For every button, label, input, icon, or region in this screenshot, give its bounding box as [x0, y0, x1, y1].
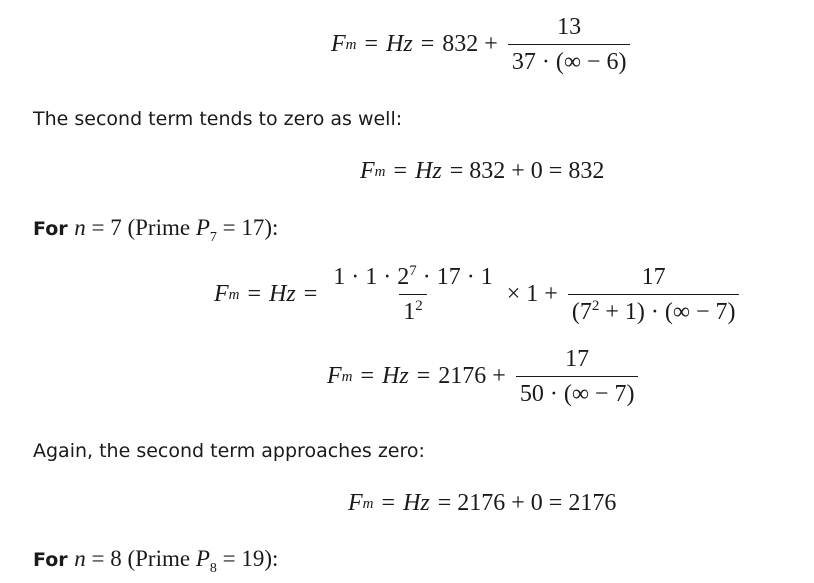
symbol-hz: Hz [382, 363, 409, 389]
symbol-f: F [327, 363, 342, 389]
equation-fm-n6-expanded: F m = Hz = 832 + $\frac{13}{37 \cdot (\infty - 6)}$ [331, 14, 634, 75]
equals-sign: = [393, 158, 408, 184]
symbol-n: n [74, 546, 86, 571]
heading-prefix: For [33, 549, 75, 571]
symbol-hz: Hz [415, 158, 442, 184]
symbol-f: F [214, 281, 229, 307]
times-one-plus: × 1 + [506, 281, 558, 307]
fraction-denominator: $1^2$ [399, 294, 427, 325]
fraction [516, 346, 639, 407]
equation-fm-n7-expanded: F m = Hz = 2176 + $\frac{17}{50 \cdot (\infty - 7)}$ [327, 346, 642, 407]
fraction-numerator: $1 \cdot 1 \cdot 2^7 \cdot 17 \cdot 1$ [333, 263, 493, 290]
fraction-denominator: 50 · (∞ − 7) [516, 376, 639, 407]
symbol-p: P [195, 215, 210, 240]
subscript-index: 7 [209, 230, 217, 245]
heading-mid: = 7 (Prime [85, 215, 196, 240]
fraction-remainder [568, 264, 740, 325]
plus-sign: + [492, 363, 506, 389]
symbol-n: n [74, 215, 86, 240]
fraction-numerator: 17 [641, 264, 666, 290]
equals-sign: = [303, 281, 318, 307]
symbol-p: P [195, 546, 210, 571]
explanation-text: The second term tends to zero as well: [33, 108, 403, 130]
section-heading-n8 [33, 546, 279, 576]
fraction-product [329, 264, 496, 325]
symbol-f: F [348, 490, 363, 516]
equals-sign: = [364, 31, 379, 57]
subscript-index: 8 [209, 561, 217, 576]
heading-suffix: = 17): [216, 215, 279, 240]
equals-sign: = [416, 363, 431, 389]
symbol-hz: Hz [269, 281, 296, 307]
fraction-numerator: 13 [557, 14, 582, 40]
symbol-hz: Hz [386, 31, 413, 57]
equals-sign: = [247, 281, 262, 307]
fraction [508, 14, 631, 75]
equation-result: = 832 + 0 = 832 [449, 158, 605, 184]
symbol-f: F [360, 158, 375, 184]
fraction-denominator: 37 · (∞ − 6) [508, 44, 631, 75]
symbol-f: F [331, 31, 346, 57]
equation-result: = 2176 + 0 = 2176 [437, 490, 617, 516]
plus-sign: + [484, 31, 498, 57]
equation-fm-n7-result: F m = Hz = 2176 + 0 = 2176 [348, 490, 617, 516]
equals-sign: = [381, 490, 396, 516]
equation-fm-n7-full: F m = Hz = $\frac{1 \cdot 1 \cdot 2^7 \cdot 17 \cdot 1}{1^2}$ × 1 + $\frac{17}{(7^2 + 1) \cdot (\infty - 7)}$ [214, 264, 743, 325]
constant-value: 2176 [438, 363, 487, 389]
symbol-hz: Hz [403, 490, 430, 516]
heading-suffix: = 19): [216, 546, 279, 571]
fraction-denominator: $(7^2 + 1)$ · (∞ − 7) [568, 294, 740, 325]
equals-sign: = [360, 363, 375, 389]
constant-value: 832 [442, 31, 479, 57]
equation-fm-n6-result: F m = Hz = 832 + 0 = 832 [360, 158, 605, 184]
section-heading-n7 [33, 215, 279, 245]
heading-mid: = 8 (Prime [85, 546, 196, 571]
explanation-text: Again, the second term approaches zero: [33, 440, 425, 462]
heading-prefix: For [33, 218, 75, 240]
equals-sign: = [420, 31, 435, 57]
fraction-numerator: 17 [565, 346, 590, 372]
